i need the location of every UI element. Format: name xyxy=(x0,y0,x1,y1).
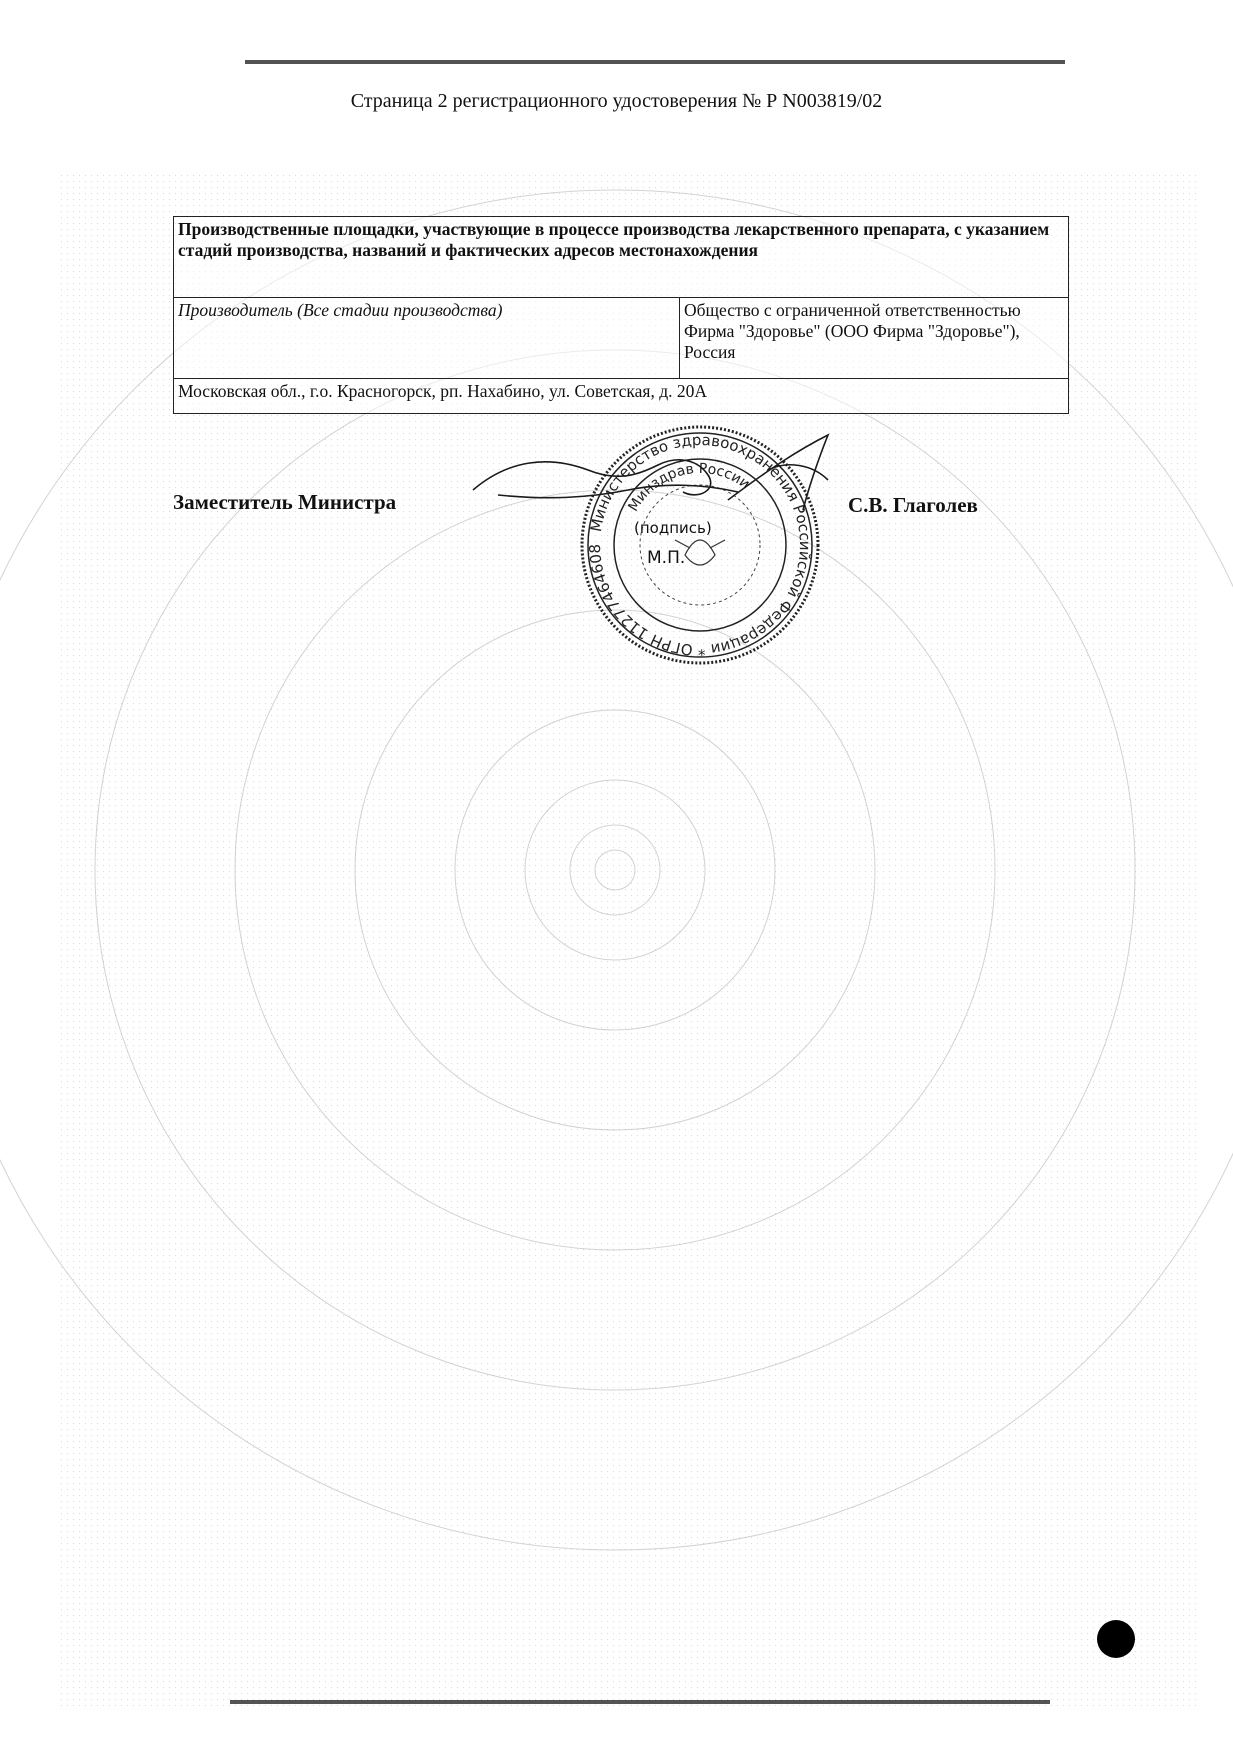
production-sites-table xyxy=(173,216,1069,414)
table-row xyxy=(174,379,1069,414)
corner-registration-mark xyxy=(1097,1620,1135,1658)
seal-inner-text: Минздрав России xyxy=(625,460,753,515)
manufacturer-role-cell: Производитель (Все стадии производства) xyxy=(174,298,680,379)
manufacturer-company-cell: Общество с ограниченной ответственностью Фирма "Здоровье" (ООО Фирма "Здоровье"), Россия xyxy=(680,298,1069,379)
table-header-row xyxy=(174,217,1069,298)
page-header: Страница 2 регистрационного удостоверения № Р N003819/02 xyxy=(350,90,883,112)
signer-name: С.В. Глаголев xyxy=(848,493,978,517)
seal-outer-text: Министерство здравоохранения Российской Федерации * ОГРН 11277464608 xyxy=(585,430,815,660)
stamp-place-label: М.П. xyxy=(647,548,686,568)
bottom-decorative-rule xyxy=(230,1700,1050,1704)
manufacturer-address-cell: Московская обл., г.о. Красногорск, рп. Нахабино, ул. Советская, д. 20А xyxy=(174,379,1069,414)
table-row xyxy=(174,298,1069,379)
table-header-cell: Производственные площадки, участвующие в процессе производства лекарственного препарата, с указанием стадий производства, названий и фактических адресов местонахождения xyxy=(174,217,1069,298)
signature-label: (подпись) xyxy=(634,519,712,537)
signer-title: Заместитель Министра xyxy=(173,490,397,514)
top-decorative-rule xyxy=(245,60,1065,64)
